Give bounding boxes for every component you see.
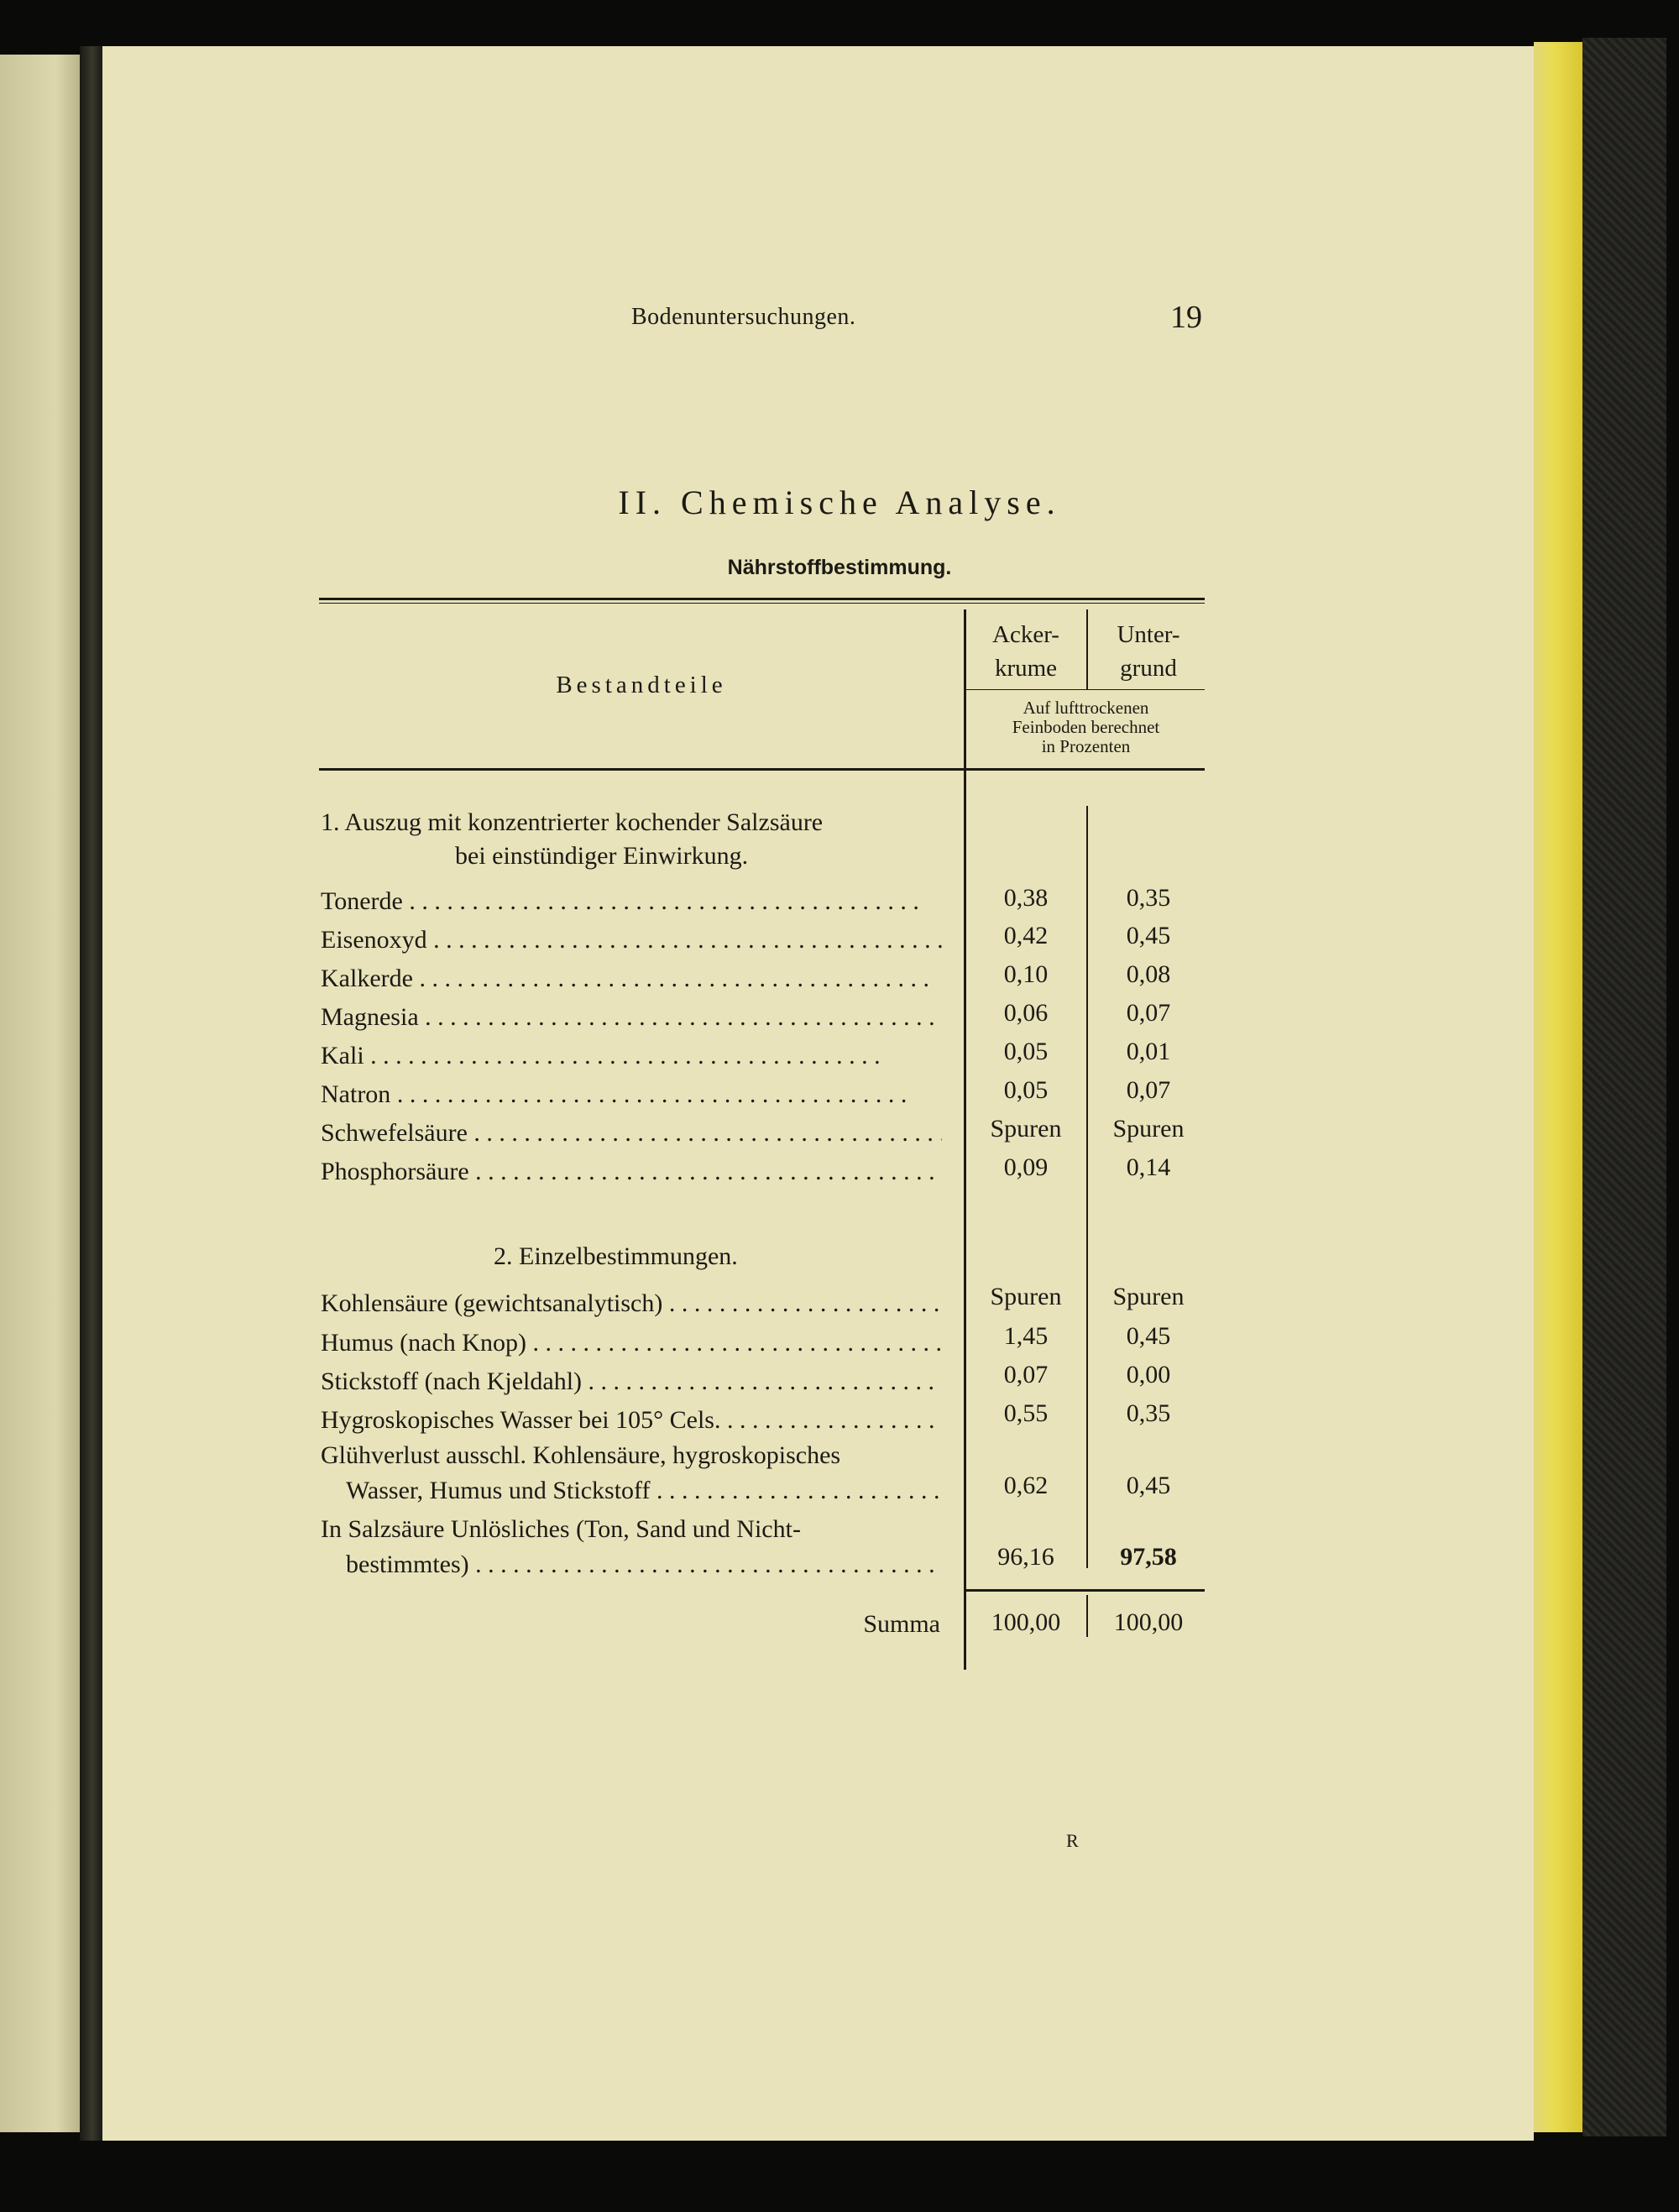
row-value-ackerkrume: 0,07 bbox=[1003, 1361, 1049, 1388]
header-note-line1: Auf lufttrockenen bbox=[1023, 698, 1149, 718]
header-bestandteile: Bestandteile bbox=[556, 672, 727, 698]
row-value-ackerkrume: Spuren bbox=[990, 1283, 1062, 1310]
row-value-ackerkrume: 0,05 bbox=[1003, 1076, 1049, 1104]
total-value-untergrund: 100,00 bbox=[1113, 1608, 1184, 1636]
group1-title-line2: bei einstündiger Einwirkung. bbox=[455, 842, 749, 870]
row-value-ackerkrume: 0,06 bbox=[1003, 999, 1049, 1027]
row-value-untergrund: 0,35 bbox=[1126, 1399, 1171, 1427]
total-value-ackerkrume: 100,00 bbox=[991, 1608, 1061, 1636]
row-value-untergrund: 97,58 bbox=[1120, 1543, 1177, 1571]
row-value-ackerkrume: 96,16 bbox=[997, 1543, 1054, 1571]
row-value-ackerkrume: 0,42 bbox=[1003, 922, 1049, 949]
page-number: 19 bbox=[1170, 300, 1202, 335]
column-divider-total bbox=[1086, 1595, 1088, 1637]
left-page-edge bbox=[0, 55, 80, 2132]
row-value-untergrund: 0,00 bbox=[1126, 1361, 1171, 1388]
row-label-line1: Glühverlust ausschl. Kohlensäure, hygroskopisches bbox=[321, 1441, 841, 1469]
row-value-untergrund: Spuren bbox=[1112, 1115, 1185, 1143]
row-value-untergrund: 0,07 bbox=[1126, 999, 1171, 1027]
row-value-untergrund: 0,07 bbox=[1126, 1076, 1171, 1104]
header-note-line3: in Prozenten bbox=[1041, 736, 1131, 756]
row-label: Phosphorsäure . . . bbox=[321, 1157, 942, 1187]
row-value-ackerkrume: Spuren bbox=[990, 1115, 1062, 1143]
row-value-untergrund: 0,35 bbox=[1126, 884, 1171, 912]
row-value-ackerkrume: 0,38 bbox=[1003, 884, 1049, 912]
total-label: Summa bbox=[863, 1610, 940, 1638]
book-gutter bbox=[80, 46, 105, 2141]
row-label: Natron . . . bbox=[321, 1080, 942, 1110]
row-label: Tonerde . . . bbox=[321, 886, 942, 917]
row-value-ackerkrume: 0,05 bbox=[1003, 1038, 1049, 1065]
footer-signature-mark: R bbox=[1066, 1830, 1079, 1851]
row-label-line2: Wasser, Humus und Stickstoff . . . bbox=[346, 1476, 942, 1506]
group1-title-line1: 1. Auszug mit konzentrierter kochender Salzsäure bbox=[321, 808, 824, 836]
column-divider-body bbox=[1086, 806, 1088, 1568]
row-label-line1: In Salzsäure Unlösliches (Ton, Sand und Nicht- bbox=[321, 1515, 801, 1543]
row-value-untergrund: 0,45 bbox=[1126, 1322, 1171, 1350]
row-label: Kohlensäure (gewichtsanalytisch) . . . bbox=[321, 1289, 942, 1319]
row-value-untergrund: 0,14 bbox=[1126, 1153, 1171, 1181]
total-rule bbox=[966, 1589, 1205, 1592]
row-value-untergrund: 0,45 bbox=[1126, 1472, 1171, 1499]
header-untergrund-line2: grund bbox=[1120, 655, 1177, 682]
table-top-rule bbox=[319, 598, 1205, 600]
row-label: Eisenoxyd . . . bbox=[321, 925, 942, 955]
book-binding bbox=[1582, 38, 1666, 2136]
group2-title: 2. Einzelbestimmungen. bbox=[494, 1242, 738, 1270]
row-value-untergrund: Spuren bbox=[1112, 1283, 1185, 1310]
row-label: Humus (nach Knop) . . . bbox=[321, 1328, 942, 1358]
row-value-untergrund: 0,45 bbox=[1126, 922, 1171, 949]
row-label: Kalkerde . . . bbox=[321, 964, 942, 994]
row-value-ackerkrume: 0,55 bbox=[1003, 1399, 1049, 1427]
section-subtitle: Nährstoffbestimmung. bbox=[727, 556, 952, 579]
row-label: Kali . . . bbox=[321, 1041, 942, 1071]
section-title: II. Chemische Analyse. bbox=[618, 484, 1061, 521]
header-note-line2: Feinboden berechnet bbox=[1012, 717, 1160, 737]
page-edges bbox=[1534, 42, 1582, 2132]
running-title: Bodenuntersuchungen. bbox=[631, 304, 856, 330]
row-label: Magnesia . . . bbox=[321, 1002, 942, 1033]
row-label: Hygroskopisches Wasser bei 105° Cels. . . . bbox=[321, 1405, 942, 1435]
row-value-ackerkrume: 0,09 bbox=[1003, 1153, 1049, 1181]
header-subrule bbox=[966, 689, 1205, 690]
row-value-ackerkrume: 1,45 bbox=[1003, 1322, 1049, 1350]
row-value-untergrund: 0,08 bbox=[1126, 960, 1171, 988]
header-untergrund-line1: Unter- bbox=[1117, 621, 1180, 648]
row-label-line2: bestimmtes) . . . bbox=[346, 1550, 942, 1580]
table-top-rule-2 bbox=[319, 603, 1205, 604]
column-divider-header bbox=[1086, 609, 1088, 690]
row-value-ackerkrume: 0,62 bbox=[1003, 1472, 1049, 1499]
row-value-untergrund: 0,01 bbox=[1126, 1038, 1171, 1065]
row-label: Stickstoff (nach Kjeldahl) . . . bbox=[321, 1367, 942, 1397]
row-value-ackerkrume: 0,10 bbox=[1003, 960, 1049, 988]
header-ackerkrume-line2: krume bbox=[994, 655, 1058, 682]
row-label: Schwefelsäure . . . bbox=[321, 1118, 942, 1148]
header-ackerkrume-line1: Acker- bbox=[992, 621, 1059, 648]
header-bottom-rule bbox=[319, 768, 1205, 771]
